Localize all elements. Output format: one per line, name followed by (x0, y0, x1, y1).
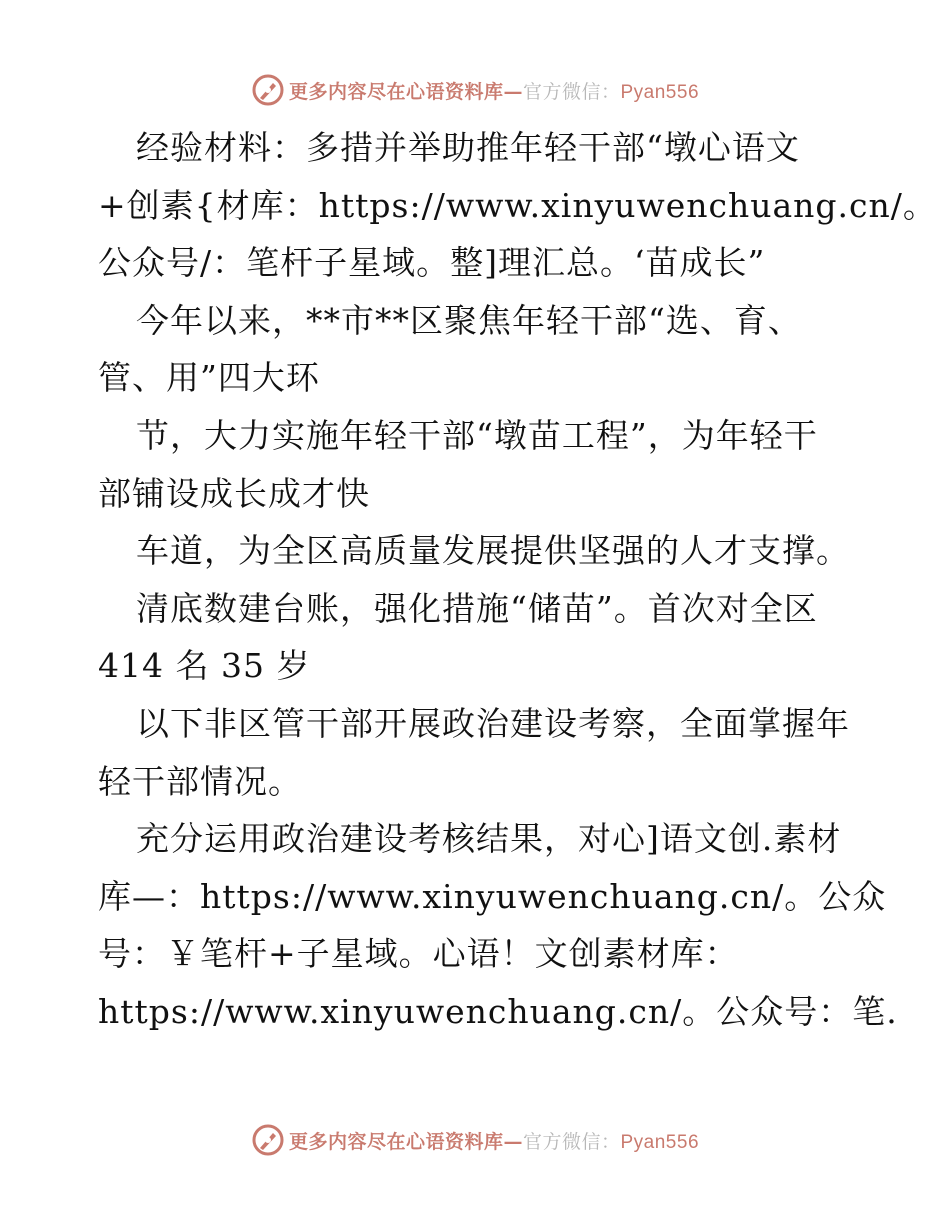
text-line: 部铺设成长成才快 (98, 473, 370, 513)
text-line: 经验材料：多措并举助推年轻干部“墩心语文 (136, 128, 800, 167)
text-line: 库—：https://www.xinyuwenchuang.cn/。公众 (98, 876, 887, 916)
text-line: https://www.xinyuwenchuang.cn/。公众号：笔. (98, 991, 898, 1031)
footer-watermark (0, 1122, 950, 1158)
watermark-text: 更多内容尽在心语资料库—官方微信：Pyan556 (288, 1130, 700, 1153)
text-line: 414 名 35 岁 (98, 646, 311, 686)
text-line: +创素{材库：https://www.xinyuwenchuang.cn/。 (98, 185, 937, 225)
text-line: 车道，为全区高质量发展提供坚强的人才支撑。 (136, 531, 850, 571)
watermark-text: 更多内容尽在心语资料库—官方微信：Pyan556 (288, 80, 700, 103)
text-line: 以下非区管干部开展政治建设考察，全面掌握年 (136, 703, 850, 743)
text-line: 公众号/：笔杆子星域。整]理汇总。‘苗成长” (98, 243, 766, 283)
document-body (98, 119, 937, 1041)
text-line: 今年以来，**市**区聚焦年轻干部“选、育、 (136, 300, 802, 340)
text-line: 清底数建台账，强化措施“储苗”。首次对全区 (136, 588, 818, 628)
text-line: 管、用”四大环 (98, 358, 320, 398)
text-line: 充分运用政治建设考核结果，对心]语文创.素材 (136, 819, 842, 859)
pen-seal-logo-icon (251, 73, 285, 107)
pen-seal-logo-icon (251, 1123, 285, 1157)
text-line: 节，大力实施年轻干部“墩苗工程”，为年轻干 (136, 415, 818, 455)
header-watermark (0, 72, 950, 108)
text-line: 号：￥笔杆+子星域。心语！文创素材库： (98, 934, 739, 974)
text-line: 轻干部情况。 (98, 761, 302, 801)
